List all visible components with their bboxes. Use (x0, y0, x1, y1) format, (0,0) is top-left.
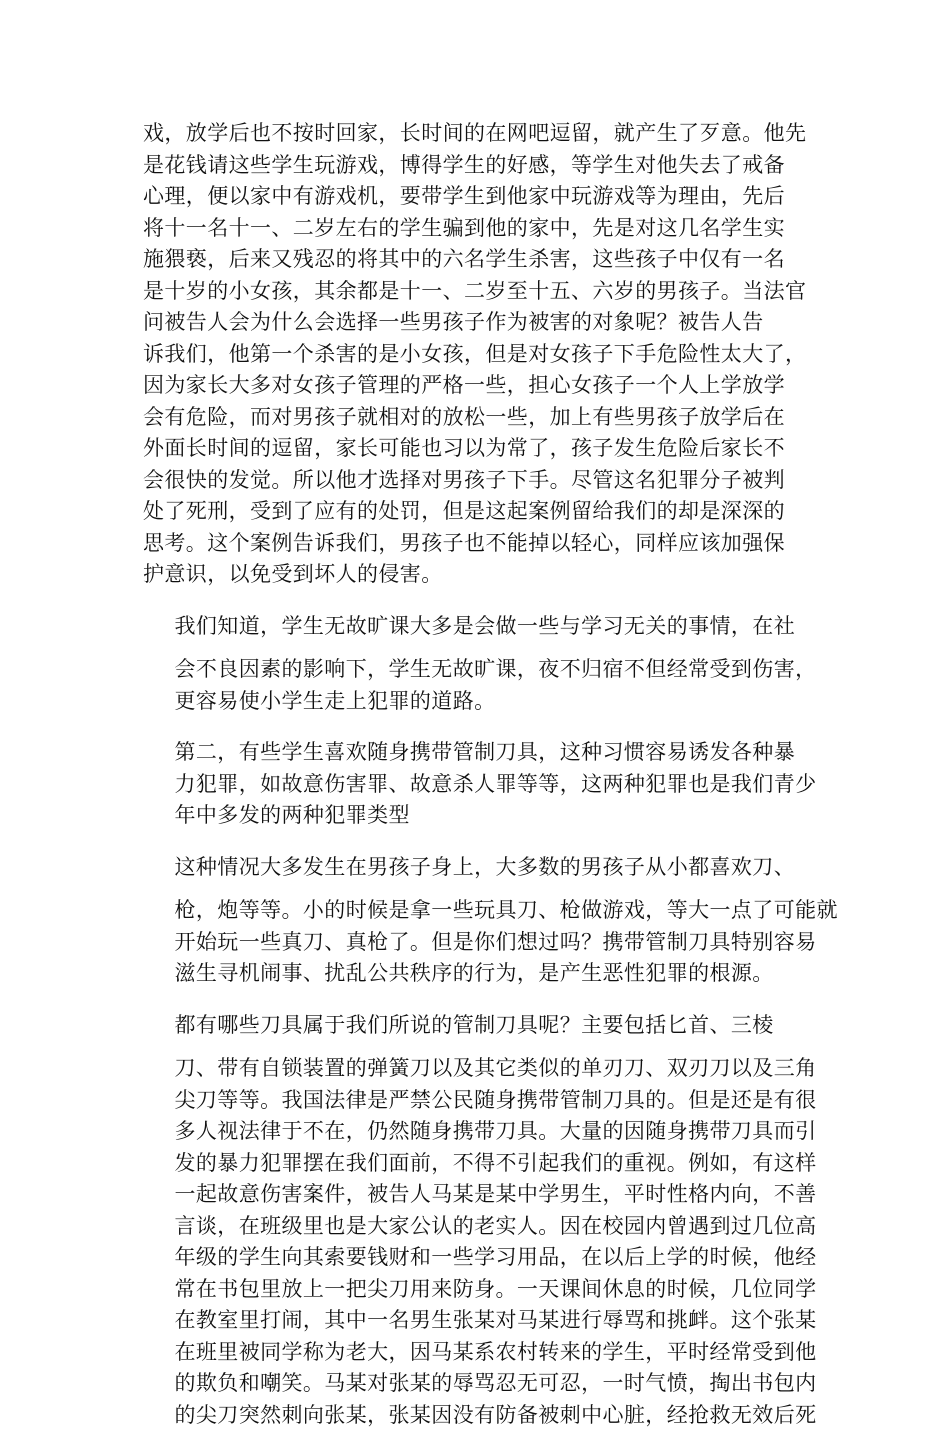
text-line: 诉我们，他第一个杀害的是小女孩，但是对女孩子下手危险性太大了， (143, 339, 808, 371)
text-line: 第二，有些学生喜欢随身携带管制刀具，这种习惯容易诱发各种暴 (143, 737, 808, 769)
text-line: 力犯罪，如故意伤害罪、故意杀人罪等等，这两种犯罪也是我们青少 (143, 769, 808, 801)
text-line: 年中多发的两种犯罪类型 (143, 800, 808, 832)
text-line: 的欺负和嘲笑。马某对张某的辱骂忍无可忍，一时气愤，掏出书包内 (143, 1368, 808, 1400)
text-line: 都有哪些刀具属于我们所说的管制刀具呢？主要包括匕首、三棱 (143, 1010, 808, 1042)
text-line: 常在书包里放上一把尖刀用来防身。一天课间休息的时候，几位同学 (143, 1274, 808, 1306)
text-line: 在班里被同学称为老大，因马某系农村转来的学生，平时经常受到他 (143, 1337, 808, 1369)
text-line: 在教室里打闹，其中一名男生张某对马某进行辱骂和挑衅。这个张某 (143, 1305, 808, 1337)
text-line: 会很快的发觉。所以他才选择对男孩子下手。尽管这名犯罪分子被判 (143, 465, 808, 497)
text-line: 会有危险，而对男孩子就相对的放松一些，加上有些男孩子放学后在 (143, 402, 808, 434)
text-line: 将十一名十一、二岁左右的学生骗到他的家中，先是对这几名学生实 (143, 213, 808, 245)
text-line: 心理，便以家中有游戏机，要带学生到他家中玩游戏等为理由，先后 (143, 181, 808, 213)
text-line: 的尖刀突然刺向张某，张某因没有防备被刺中心脏，经抢救无效后死 (143, 1400, 808, 1431)
document-page (143, 118, 808, 1431)
paragraph-truancy (143, 611, 808, 718)
text-line: 问被告人会为什么会选择一些男孩子作为被害的对象呢？被告人告 (143, 307, 808, 339)
text-line: 护意识，以免受到坏人的侵害。 (143, 559, 808, 591)
text-line: 多人视法律于不在，仍然随身携带刀具。大量的因随身携带刀具而引 (143, 1116, 808, 1148)
paragraph-point-two (143, 737, 808, 832)
paragraph-case-story (143, 118, 808, 591)
text-line: 施猥亵，后来又残忍的将其中的六名学生杀害，这些孩子中仅有一名 (143, 244, 808, 276)
text-line: 一起故意伤害案件，被告人马某是某中学男生，平时性格内向，不善 (143, 1179, 808, 1211)
text-line: 开始玩一些真刀、真枪了。但是你们想过吗？携带管制刀具特别容易 (143, 927, 808, 959)
text-line: 是花钱请这些学生玩游戏，博得学生的好感，等学生对他失去了戒备 (143, 150, 808, 182)
text-line: 戏，放学后也不按时回家，长时间的在网吧逗留，就产生了歹意。他先 (143, 118, 808, 150)
text-line: 尖刀等等。我国法律是严禁公民随身携带管制刀具的。但是还是有很 (143, 1085, 808, 1117)
paragraph-boys-weapons (143, 852, 808, 990)
text-line: 这种情况大多发生在男孩子身上，大多数的男孩子从小都喜欢刀、 (143, 852, 808, 884)
text-line: 外面长时间的逗留，家长可能也习以为常了，孩子发生危险后家长不 (143, 433, 808, 465)
text-line: 会不良因素的影响下，学生无故旷课，夜不归宿不但经常受到伤害， (143, 654, 808, 686)
text-line: 我们知道，学生无故旷课大多是会做一些与学习无关的事情，在社 (143, 611, 808, 643)
text-line: 刀、带有自锁装置的弹簧刀以及其它类似的单刃刀、双刃刀以及三角 (143, 1053, 808, 1085)
paragraph-controlled-knives (143, 1010, 808, 1431)
text-line: 言谈，在班级里也是大家公认的老实人。因在校园内曾遇到过几位高 (143, 1211, 808, 1243)
text-line: 枪，炮等等。小的时候是拿一些玩具刀、枪做游戏，等大一点了可能就 (143, 895, 808, 927)
text-line: 滋生寻机闹事、扰乱公共秩序的行为，是产生恶性犯罪的根源。 (143, 958, 808, 990)
text-line: 因为家长大多对女孩子管理的严格一些，担心女孩子一个人上学放学 (143, 370, 808, 402)
text-line: 思考。这个案例告诉我们，男孩子也不能掉以轻心，同样应该加强保 (143, 528, 808, 560)
text-line: 年级的学生向其索要钱财和一些学习用品，在以后上学的时候，他经 (143, 1242, 808, 1274)
text-line: 处了死刑，受到了应有的处罚，但是这起案例留给我们的却是深深的 (143, 496, 808, 528)
text-line: 更容易使小学生走上犯罪的道路。 (143, 686, 808, 718)
text-line: 发的暴力犯罪摆在我们面前，不得不引起我们的重视。例如，有这样 (143, 1148, 808, 1180)
text-line: 是十岁的小女孩，其余都是十一、二岁至十五、六岁的男孩子。当法官 (143, 276, 808, 308)
